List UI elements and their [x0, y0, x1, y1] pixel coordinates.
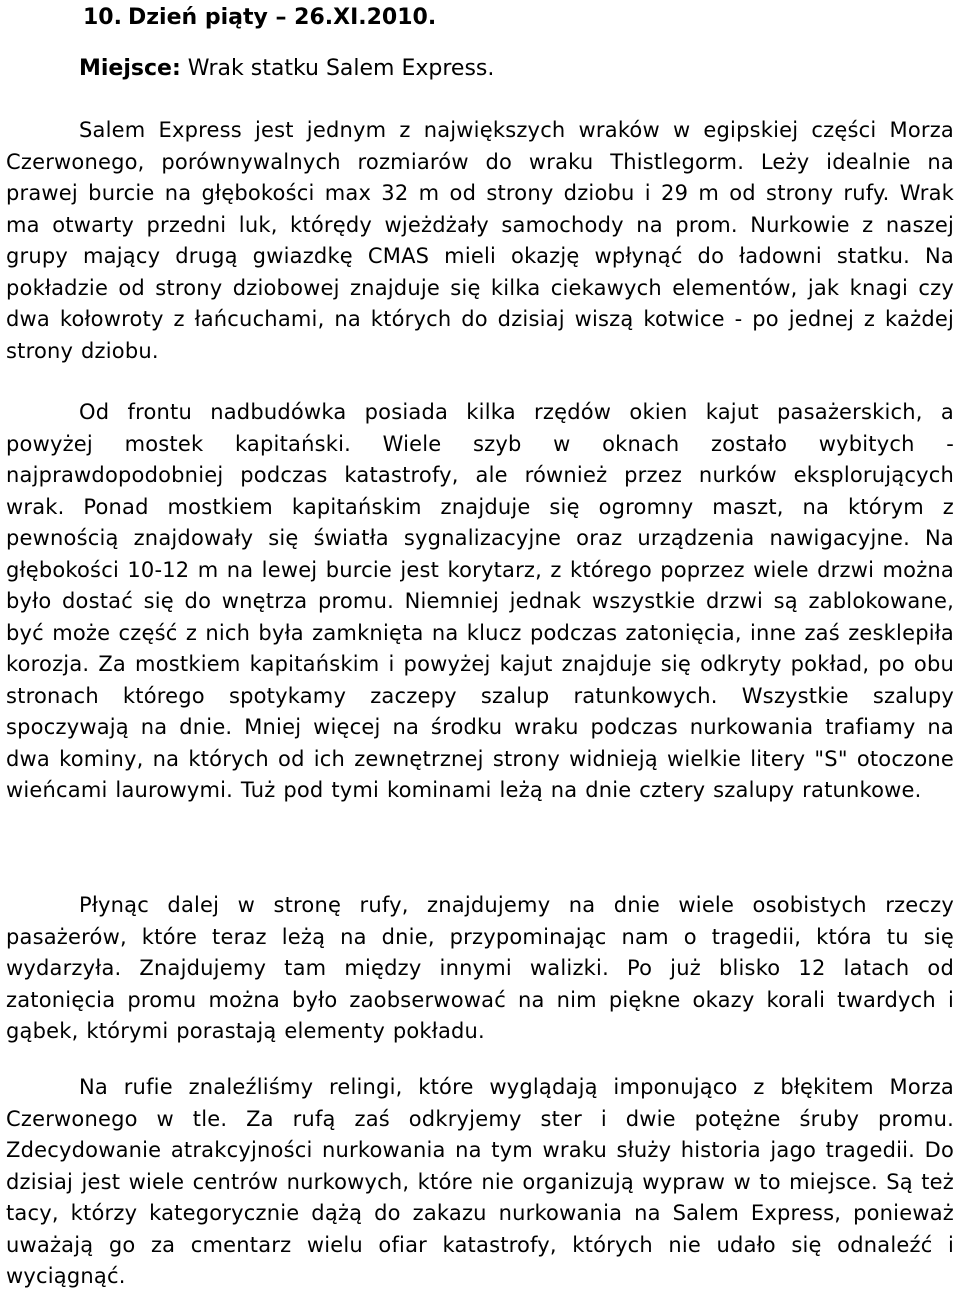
paragraph-2: Od frontu nadbudówka posiada kilka rzędów okien kajut pasażerskich, a powyżej mostek kapitański. Wiele szyb w oknach zostało wybitych - najprawdopodobniej podczas katastrofy, ale również przez nurków eksplorujących wrak. Ponad mostkiem kapitańskim znajduje się ogromny maszt, na którym z pewnością znajdowały się światła sygnalizacyjne oraz urządzenia nawigacyjne. Na głębokości 10-12 m na lewej burcie jest korytarz, z którego poprzez wiele drzwi można było dostać się do wnętrza promu. Niemniej jednak wszystkie drzwi są zablokowane, być może część z nich była zamknięta na klucz podczas zatonięcia, inne zaś zesklepiła korozja. Za mostkiem kapitańskim i powyżej kajut znajduje się odkryty pokład, po obu stronach którego spotykamy zaczepy szalup ratunkowych. Wszystkie szalupy spoczywają na dnie. Mniej więcej na środku wraku podczas nurkowania trafiamy na dwa kominy, na których od ich zewnętrznej strony widnieją wielkie litery "S" otoczone wieńcami laurowymi. Tuż pod tymi kominami leżą na dnie cztery szalupy ratunkowe.: [6, 400, 954, 802]
place-line: [79, 54, 494, 84]
section-heading: [83, 3, 436, 33]
paragraph-4: Na rufie znaleźliśmy relingi, które wyglądają imponująco z błękitem Morza Czerwonego w tle. Za rufą zaś odkryjemy ster i dwie potężne śruby promu. Zdecydowanie atrakcyjności nurkowania na tym wraku służy historia jago tragedii. Do dzisiaj jest wiele centrów nurkowych, które nie organizują wypraw w to miejsce. Są też tacy, którzy kategorycznie dążą do zakazu nurkowania na Salem Express, ponieważ uważają go za cmentarz wielu ofiar katastrofy, których nie udało się odnaleźć i wyciągnąć.: [6, 1075, 954, 1288]
heading-number: 10.: [83, 5, 122, 30]
paragraph-1: Salem Express jest jednym z największych wraków w egipskiej części Morza Czerwonego, porównywalnych rozmiarów do wraku Thistlegorm. Leży idealnie na prawej burcie na głębokości max 32 m od strony dziobu i 29 m od strony rufy. Wrak ma otwarty przedni luk, którędy wjeżdżały samochody na prom. Nurkowie z naszej grupy mający drugą gwiazdkę CMAS mieli okazję wpłynąć do ładowni statku. Na pokładzie od strony dziobowej znajduje się kilka ciekawych elementów, jak knagi czy dwa kołowroty z łańcuchami, na których do dzisiaj wiszą kotwice - po jednej z każdej strony dziobu.: [6, 118, 954, 363]
paragraph-3: Płynąc dalej w stronę rufy, znajdujemy na dnie wiele osobistych rzeczy pasażerów, które teraz leżą na dnie, przypominając nam o tragedii, która tu się wydarzyła. Znajdujemy tam między innymi walizki. Po już blisko 12 latach od zatonięcia promu można było zaobserwować na nim piękne okazy korali twardych i gąbek, którymi porastają elementy pokładu.: [6, 893, 954, 1043]
place-label: Miejsce:: [79, 56, 181, 81]
place-value: Wrak statku Salem Express.: [180, 56, 495, 81]
heading-text: Dzień piąty – 26.XI.2010.: [127, 5, 437, 30]
